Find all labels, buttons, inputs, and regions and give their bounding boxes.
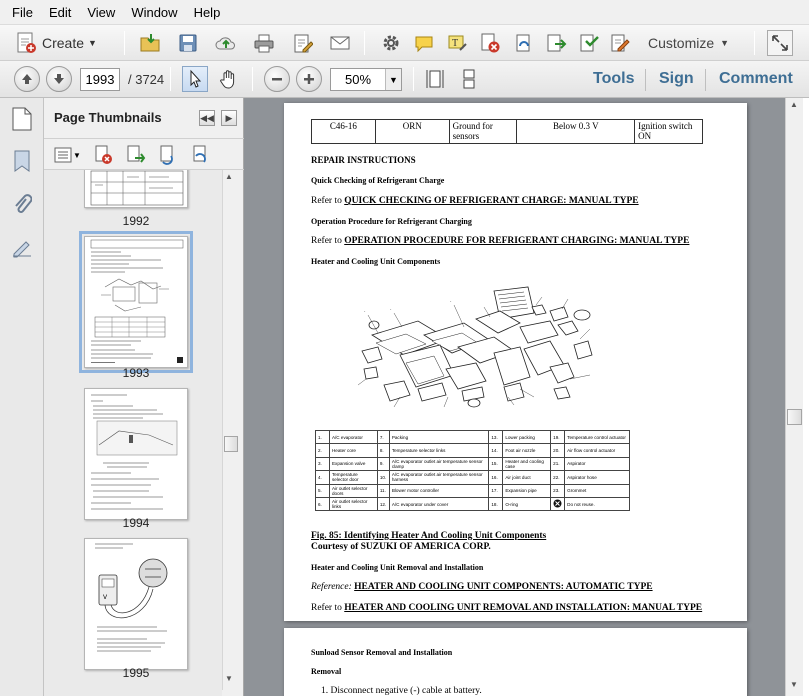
- part-number: 22.: [551, 471, 565, 484]
- part-name: A/C evaporator: [329, 431, 377, 444]
- thumbnail-scrollbar[interactable]: [222, 170, 239, 690]
- create-button[interactable]: [14, 30, 97, 56]
- thumbnail-toolbar: [44, 138, 244, 170]
- insert-page-icon[interactable]: [126, 144, 146, 169]
- main-toolbar: [0, 25, 809, 61]
- upload-cloud-icon[interactable]: [213, 30, 239, 56]
- refer-paragraph: [311, 236, 689, 246]
- delete-page-icon[interactable]: [477, 30, 503, 56]
- refer-paragraph: [311, 196, 639, 206]
- part-name: Grommet: [565, 484, 630, 497]
- condition-cell: Ignition switch ON: [635, 120, 703, 144]
- subsection-heading: Quick Checking of Refrigerant Charge: [311, 176, 445, 185]
- collapse-panel-icon[interactable]: ◀◀: [199, 110, 215, 126]
- zoom-out-button[interactable]: [264, 66, 290, 92]
- previous-page-button[interactable]: [14, 66, 40, 92]
- svg-text:·: ·: [364, 309, 366, 315]
- section-heading: REPAIR INSTRUCTIONS: [311, 155, 416, 165]
- expand-panel-icon[interactable]: ▶: [221, 110, 237, 126]
- part-name: Aspirator hose: [565, 471, 630, 484]
- part-number: 7.: [377, 431, 389, 444]
- part-name: Do not reuse.: [565, 497, 630, 510]
- part-number: 23.: [551, 484, 565, 497]
- part-name: O-ring: [503, 497, 551, 510]
- part-name: Temperature control actuator: [565, 431, 630, 444]
- automatic-type-link[interactable]: HEATER AND COOLING UNIT COMPONENTS: AUTOMATIC TYPE: [354, 582, 653, 592]
- part-name: Lower packing: [503, 431, 551, 444]
- part-number: 20.: [551, 444, 565, 457]
- email-icon[interactable]: [327, 30, 353, 56]
- rotate-page-icon[interactable]: [510, 30, 536, 56]
- part-number: 6.: [316, 497, 330, 510]
- zoom-value: 50%: [344, 72, 372, 87]
- customize-button[interactable]: [648, 35, 729, 51]
- part-name: Heater and cooling case: [503, 457, 551, 470]
- part-name: Expansion pipe: [503, 484, 551, 497]
- sensor-table-row: [311, 119, 703, 144]
- signature-icon[interactable]: [11, 236, 33, 261]
- document-scrollbar[interactable]: [785, 98, 803, 696]
- svg-text:V: V: [103, 594, 108, 601]
- part-number: 15.: [489, 457, 503, 470]
- thumbnail-label: 1995: [122, 666, 150, 680]
- removal-label: Removal: [311, 667, 342, 676]
- menu-view[interactable]: View: [87, 4, 116, 20]
- document-page: [284, 628, 747, 696]
- scroll-up-icon[interactable]: ▲: [225, 172, 233, 181]
- page-thumbnail[interactable]: [84, 236, 188, 368]
- part-number: 13.: [489, 431, 503, 444]
- refer-prefix: Refer to: [311, 236, 342, 246]
- navigation-pane-rail: [0, 98, 44, 696]
- svg-text:·: ·: [390, 307, 392, 313]
- subsection-heading: Sunload Sensor Removal and Installation: [311, 648, 453, 657]
- highlight-text-icon[interactable]: [444, 30, 470, 56]
- document-page: [284, 103, 747, 621]
- page-thumbnail[interactable]: [84, 388, 188, 520]
- attachment-icon[interactable]: [12, 193, 32, 220]
- panel-title: Page Thumbnails: [54, 110, 162, 125]
- next-page-button[interactable]: [46, 66, 72, 92]
- part-number: 8.: [377, 444, 389, 457]
- part-name: A/C evaporator outlet air temperature sensor harness: [389, 471, 489, 484]
- part-name: Air outlet selector doors: [329, 484, 377, 497]
- extract-page-icon[interactable]: [543, 30, 569, 56]
- fit-page-icon[interactable]: [422, 66, 448, 92]
- scroll-up-icon[interactable]: ▲: [790, 100, 798, 109]
- spec-cell: Below 0.3 V: [517, 120, 635, 144]
- part-name: Foot air nozzle: [503, 444, 551, 457]
- page-thumbnails-icon[interactable]: [11, 106, 33, 135]
- thumbnail-label: 1994: [122, 516, 150, 530]
- page-number-input[interactable]: [80, 68, 120, 91]
- part-number: 11.: [377, 484, 389, 497]
- thumbnails-header: [44, 98, 244, 138]
- part-name: Air joint duct: [503, 471, 551, 484]
- refer-prefix: Refer to: [311, 196, 342, 206]
- wire-color-cell: ORN: [375, 120, 449, 144]
- part-number: 12.: [377, 497, 389, 510]
- thumbnail-list: [44, 170, 222, 696]
- gear-icon[interactable]: [378, 30, 404, 56]
- page-thumbnail[interactable]: [84, 538, 188, 670]
- part-name: Packing: [389, 431, 489, 444]
- circuit-cell: Ground for sensors: [449, 120, 517, 144]
- plus-icon: [302, 72, 316, 86]
- svg-text:T: T: [452, 38, 459, 49]
- customize-label: Customize: [648, 35, 715, 51]
- options-menu-icon[interactable]: ▼: [54, 145, 82, 165]
- part-number: 19.: [551, 431, 565, 444]
- menu-window[interactable]: Window: [131, 4, 178, 20]
- rotate-clockwise-icon[interactable]: [190, 144, 210, 169]
- minus-icon: [270, 72, 284, 86]
- subsection-heading: Operation Procedure for Refrigerant Charging: [311, 217, 472, 226]
- table-row: [316, 471, 630, 484]
- menu-edit[interactable]: Edit: [48, 4, 72, 20]
- part-name: Air outlet selector links: [329, 497, 377, 510]
- part-number: 2.: [316, 444, 330, 457]
- navigation-toolbar: [0, 61, 809, 98]
- hand-tool-icon[interactable]: [216, 66, 242, 92]
- do-not-reuse-icon: [551, 497, 565, 510]
- document-view[interactable]: [244, 98, 785, 696]
- part-number: 21.: [551, 457, 565, 470]
- table-row: [316, 457, 630, 470]
- part-number: 3.: [316, 457, 330, 470]
- create-pdf-icon: [14, 31, 38, 55]
- delete-page-icon[interactable]: [94, 144, 114, 169]
- arrow-down-icon: [52, 72, 66, 86]
- part-number: 14.: [489, 444, 503, 457]
- sign-pane-link[interactable]: Sign: [659, 70, 694, 87]
- part-name: Heater core: [329, 444, 377, 457]
- svg-text:·: ·: [450, 299, 452, 305]
- figure-caption-text: Fig. 85: Identifying Heater And Cooling Unit Components: [311, 531, 547, 541]
- heater-cooling-unit-diagram: [354, 285, 599, 413]
- subsection-heading: Heater and Cooling Unit Removal and Installation: [311, 563, 484, 572]
- page-thumbnails-panel: [44, 98, 244, 696]
- table-row: [316, 497, 630, 510]
- menu-help[interactable]: Help: [193, 4, 221, 20]
- part-name: A/C evaporator outlet air temperature sensor clamp: [389, 457, 489, 470]
- menu-bar: [0, 0, 809, 25]
- open-icon[interactable]: [137, 30, 163, 56]
- part-number: 10.: [377, 471, 389, 484]
- chevron-down-icon: ▼: [720, 38, 730, 48]
- comment-pane-link[interactable]: Comment: [719, 70, 793, 87]
- figure-caption: [311, 531, 546, 541]
- save-icon[interactable]: [175, 30, 201, 56]
- part-number: 4.: [316, 471, 330, 484]
- part-number: 18.: [489, 497, 503, 510]
- part-name: Air flow control actuator: [565, 444, 630, 457]
- rotate-counterclockwise-icon[interactable]: [157, 144, 177, 169]
- scroll-mode-icon[interactable]: [456, 66, 482, 92]
- reference-prefix: Reference:: [311, 582, 352, 592]
- select-tool-icon[interactable]: [182, 66, 208, 92]
- table-row: [316, 484, 630, 497]
- scroll-down-icon[interactable]: ▼: [790, 680, 798, 689]
- courtesy-line: Courtesy of SUZUKI OF AMERICA CORP.: [311, 542, 491, 552]
- part-name: Temperature selector links: [389, 444, 489, 457]
- refer-prefix: Refer to: [311, 603, 342, 613]
- part-name: A/C evaporator under cover: [389, 497, 489, 510]
- edit-document-icon[interactable]: [289, 30, 315, 56]
- page-total: / 3724: [128, 72, 165, 87]
- bookmark-icon[interactable]: [13, 150, 31, 175]
- reference-paragraph: [311, 582, 653, 592]
- part-number: 9.: [377, 457, 389, 470]
- tools-pane-link[interactable]: Tools: [593, 70, 635, 87]
- part-name: Temperature selector door: [329, 471, 377, 484]
- part-number: 17.: [489, 484, 503, 497]
- zoom-select[interactable]: [330, 68, 402, 91]
- thumbnail-label: 1993: [122, 366, 150, 380]
- removal-installation-link[interactable]: HEATER AND COOLING UNIT REMOVAL AND INSTALLATION: MANUAL TYPE: [344, 603, 703, 613]
- terminal-cell: C46-16: [312, 120, 376, 144]
- page-thumbnail[interactable]: [84, 170, 188, 208]
- subsection-heading: Heater and Cooling Unit Components: [311, 257, 441, 266]
- form-edit-icon[interactable]: [607, 30, 633, 56]
- menu-file[interactable]: File: [12, 4, 33, 20]
- chevron-down-icon[interactable]: ▼: [385, 69, 401, 90]
- table-row: [316, 444, 630, 457]
- replace-page-icon[interactable]: [576, 30, 602, 56]
- chevron-down-icon: ▼: [88, 38, 97, 48]
- part-name: Expansion valve: [329, 457, 377, 470]
- part-number: 16.: [489, 471, 503, 484]
- fullscreen-icon[interactable]: [767, 30, 793, 56]
- scroll-down-icon[interactable]: ▼: [225, 674, 233, 683]
- refer-paragraph: [311, 603, 702, 613]
- table-row: [316, 431, 630, 444]
- part-name: Blower motor controller: [389, 484, 489, 497]
- quick-checking-link[interactable]: QUICK CHECKING OF REFRIGERANT CHARGE: MANUAL TYPE: [344, 196, 639, 206]
- print-icon[interactable]: [251, 30, 277, 56]
- scroll-thumb[interactable]: [224, 436, 238, 452]
- part-number: 5.: [316, 484, 330, 497]
- operation-procedure-link[interactable]: OPERATION PROCEDURE FOR REFRIGERANT CHARGING: MANUAL TYPE: [344, 236, 690, 246]
- scroll-thumb[interactable]: [787, 409, 802, 425]
- procedure-step: 1. Disconnect negative (-) cable at battery.: [321, 686, 482, 696]
- parts-legend-table: [315, 430, 630, 511]
- part-number: 1.: [316, 431, 330, 444]
- arrow-up-icon: [20, 72, 34, 86]
- zoom-in-button[interactable]: [296, 66, 322, 92]
- comment-bubble-icon[interactable]: [411, 30, 437, 56]
- create-label: Create: [42, 35, 85, 51]
- part-name: Aspirator: [565, 457, 630, 470]
- thumbnail-label: 1992: [122, 214, 150, 228]
